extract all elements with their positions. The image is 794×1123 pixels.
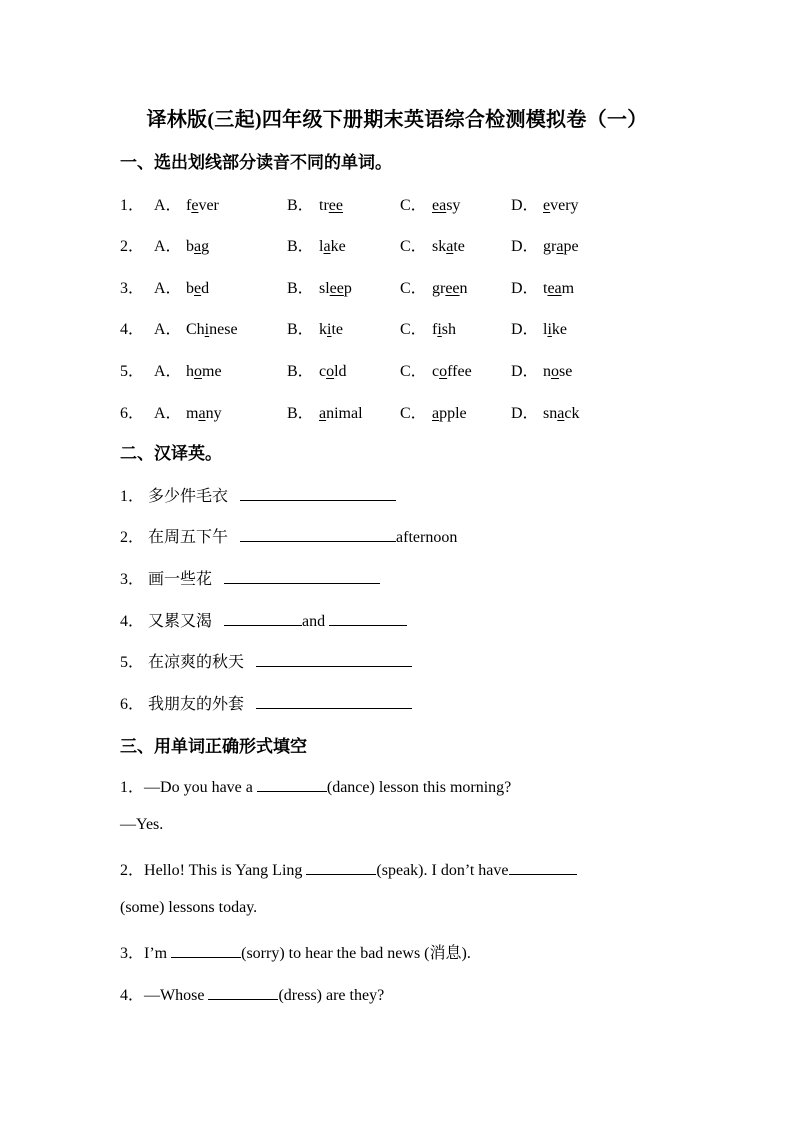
option-word bbox=[319, 197, 343, 214]
word-part: ck bbox=[564, 405, 580, 422]
answer-blank[interactable] bbox=[256, 691, 412, 709]
word-part: l bbox=[543, 321, 548, 338]
word-part: gr bbox=[432, 280, 446, 297]
word-part: ke bbox=[551, 321, 568, 338]
option-choice[interactable] bbox=[154, 275, 209, 298]
word-part: m bbox=[186, 405, 199, 422]
question-number: 1． bbox=[120, 197, 145, 214]
underlined-letters: a bbox=[198, 405, 206, 422]
item-number: 1． bbox=[120, 779, 145, 796]
option-label: B． bbox=[287, 280, 314, 297]
question-row bbox=[120, 400, 680, 422]
word-part: m bbox=[561, 280, 575, 297]
item-number: 2． bbox=[120, 862, 145, 879]
answer-blank[interactable] bbox=[224, 608, 302, 626]
option-word bbox=[543, 321, 567, 338]
question-row bbox=[120, 233, 680, 255]
underlined-letters: o bbox=[194, 363, 202, 380]
option-choice[interactable] bbox=[511, 192, 579, 215]
word-part: c bbox=[432, 363, 440, 380]
word-part: k bbox=[319, 321, 327, 338]
underlined-letters: a bbox=[432, 405, 440, 422]
answer-blank[interactable] bbox=[240, 524, 396, 542]
chinese-phrase: 在周五下午 bbox=[148, 529, 229, 546]
option-word bbox=[186, 321, 238, 338]
option-label: B． bbox=[287, 238, 314, 255]
word-part: h bbox=[186, 363, 194, 380]
option-word bbox=[319, 238, 346, 255]
option-label: C． bbox=[400, 280, 427, 297]
item-number: 3． bbox=[120, 945, 145, 962]
word-part: gr bbox=[543, 238, 557, 255]
s3-q1 bbox=[120, 774, 511, 797]
question-number: 3． bbox=[120, 280, 145, 297]
word-part: b bbox=[186, 238, 194, 255]
question-text: Hello! This is Yang Ling bbox=[144, 862, 307, 879]
word-part: Ch bbox=[186, 321, 205, 338]
question-row bbox=[120, 192, 680, 214]
option-choice[interactable] bbox=[511, 400, 579, 423]
answer-blank[interactable] bbox=[329, 608, 407, 626]
option-word bbox=[319, 405, 363, 422]
option-word bbox=[432, 280, 468, 297]
s2-item-1 bbox=[120, 483, 396, 506]
option-word bbox=[543, 197, 579, 214]
s2-item-2 bbox=[120, 524, 457, 547]
word-part: l bbox=[319, 238, 324, 255]
option-label: C． bbox=[400, 321, 427, 338]
option-word bbox=[432, 321, 456, 338]
option-choice[interactable] bbox=[287, 233, 346, 256]
option-word bbox=[432, 363, 472, 380]
underlined-letters: a bbox=[319, 405, 327, 422]
option-label: A． bbox=[154, 321, 182, 338]
word-part: me bbox=[202, 363, 222, 380]
question-row bbox=[120, 358, 680, 380]
option-choice[interactable] bbox=[400, 316, 456, 339]
option-word bbox=[543, 238, 579, 255]
option-choice[interactable] bbox=[287, 192, 343, 215]
underlined-letters: a bbox=[557, 405, 565, 422]
word-part: nese bbox=[209, 321, 238, 338]
question-text: I’m bbox=[144, 945, 172, 962]
section1-heading: 一、选出划线部分读音不同的单词。 bbox=[120, 153, 392, 172]
option-word bbox=[186, 280, 209, 297]
word-part: ver bbox=[198, 197, 219, 214]
underlined-letters: ee bbox=[329, 280, 344, 297]
underlined-letters: i bbox=[437, 321, 442, 338]
answer-blank[interactable] bbox=[509, 857, 577, 875]
option-choice[interactable] bbox=[154, 358, 222, 381]
option-choice[interactable] bbox=[511, 233, 579, 256]
s2-item-6 bbox=[120, 691, 412, 714]
underlined-letters: ea bbox=[432, 197, 447, 214]
word-part: d bbox=[201, 280, 210, 297]
option-word bbox=[432, 197, 460, 214]
option-choice[interactable] bbox=[287, 316, 343, 339]
question-text: (dress) are they? bbox=[278, 987, 385, 1004]
section2-heading: 二、汉译英。 bbox=[120, 444, 222, 463]
word-part: sh bbox=[441, 321, 457, 338]
answer-blank[interactable] bbox=[256, 649, 412, 667]
option-choice[interactable] bbox=[287, 358, 347, 381]
item-number: 2． bbox=[120, 529, 145, 546]
option-choice[interactable] bbox=[154, 233, 209, 256]
option-choice[interactable] bbox=[154, 400, 222, 423]
underlined-letters: a bbox=[556, 238, 564, 255]
answer-blank[interactable] bbox=[240, 483, 396, 501]
underlined-letters: i bbox=[327, 321, 332, 338]
option-word bbox=[543, 280, 574, 297]
underlined-letters: i bbox=[547, 321, 552, 338]
underlined-letters: a bbox=[446, 238, 454, 255]
word-part: very bbox=[550, 197, 579, 214]
answer-blank[interactable] bbox=[306, 857, 376, 875]
option-choice[interactable] bbox=[511, 275, 574, 298]
word-part: tr bbox=[319, 197, 329, 214]
option-choice[interactable] bbox=[400, 358, 472, 381]
s3-q2-cont: (some) lessons today. bbox=[120, 899, 258, 916]
option-label: D． bbox=[511, 197, 539, 214]
option-label: D． bbox=[511, 405, 539, 422]
option-choice[interactable] bbox=[400, 233, 465, 256]
chinese-phrase: 在凉爽的秋天 bbox=[148, 654, 245, 671]
question-number: 5． bbox=[120, 363, 145, 380]
question-row bbox=[120, 275, 680, 297]
word-part: f bbox=[432, 321, 438, 338]
option-word bbox=[319, 280, 352, 297]
suffix-word: afternoon bbox=[396, 529, 458, 546]
option-label: B． bbox=[287, 405, 314, 422]
word-part: g bbox=[201, 238, 210, 255]
section3-heading: 三、用单词正确形式填空 bbox=[120, 737, 307, 756]
word-part: sy bbox=[446, 197, 461, 214]
s3-q2 bbox=[120, 857, 577, 880]
chinese-phrase: 又累又渴 bbox=[148, 613, 213, 630]
option-choice[interactable] bbox=[511, 358, 572, 381]
word-part: f bbox=[186, 197, 192, 214]
underlined-letters: ee bbox=[445, 280, 460, 297]
word-part: t bbox=[543, 280, 548, 297]
option-word bbox=[186, 238, 209, 255]
question-text: —Do you have a bbox=[144, 779, 257, 796]
option-label: A． bbox=[154, 280, 182, 297]
option-label: C． bbox=[400, 238, 427, 255]
word-part: se bbox=[559, 363, 573, 380]
answer-blank[interactable] bbox=[257, 774, 327, 792]
underlined-letters: o bbox=[551, 363, 559, 380]
item-number: 3． bbox=[120, 571, 145, 588]
answer-blank[interactable] bbox=[171, 940, 241, 958]
option-label: D． bbox=[511, 238, 539, 255]
option-choice[interactable] bbox=[511, 316, 567, 339]
word-part: sl bbox=[319, 280, 330, 297]
word-part: ffee bbox=[447, 363, 472, 380]
word-part: ny bbox=[205, 405, 222, 422]
option-label: B． bbox=[287, 197, 314, 214]
option-choice[interactable] bbox=[287, 400, 363, 423]
chinese-phrase: 多少件毛衣 bbox=[148, 488, 229, 505]
word-part: ke bbox=[330, 238, 346, 255]
answer-blank[interactable] bbox=[208, 982, 278, 1000]
answer-blank[interactable] bbox=[224, 566, 380, 584]
question-text: (sorry) to hear the bad news (消息). bbox=[241, 945, 471, 962]
underlined-letters: i bbox=[204, 321, 210, 338]
question-number: 6． bbox=[120, 405, 145, 422]
option-choice[interactable] bbox=[400, 192, 460, 215]
option-word bbox=[432, 238, 465, 255]
question-number: 2． bbox=[120, 238, 145, 255]
option-label: D． bbox=[511, 363, 539, 380]
s2-item-3 bbox=[120, 566, 380, 589]
word-part: ld bbox=[334, 363, 347, 380]
option-label: B． bbox=[287, 321, 314, 338]
item-number: 4． bbox=[120, 613, 145, 630]
s3-q3 bbox=[120, 940, 471, 963]
option-label: C． bbox=[400, 363, 427, 380]
option-word bbox=[319, 321, 343, 338]
connector-word: and bbox=[302, 613, 326, 630]
item-number: 6． bbox=[120, 696, 145, 713]
item-number: 1． bbox=[120, 488, 145, 505]
option-word bbox=[319, 363, 347, 380]
option-choice[interactable] bbox=[287, 275, 352, 298]
option-word bbox=[432, 405, 467, 422]
underlined-letters: e bbox=[191, 197, 199, 214]
underlined-letters: ee bbox=[328, 197, 343, 214]
underlined-letters: a bbox=[194, 238, 202, 255]
item-number: 5． bbox=[120, 654, 145, 671]
underlined-letters: e bbox=[194, 280, 202, 297]
word-part: c bbox=[319, 363, 327, 380]
underlined-letters: ea bbox=[547, 280, 562, 297]
option-word bbox=[186, 197, 219, 214]
underlined-letters: o bbox=[326, 363, 335, 380]
chinese-phrase: 我朋友的外套 bbox=[148, 696, 245, 713]
question-text: (speak). I don’t have bbox=[376, 862, 509, 879]
option-choice[interactable] bbox=[400, 400, 467, 423]
question-row bbox=[120, 316, 680, 338]
option-label: C． bbox=[400, 197, 427, 214]
word-part: n bbox=[543, 363, 551, 380]
chinese-phrase: 画一些花 bbox=[148, 571, 213, 588]
option-label: C． bbox=[400, 405, 427, 422]
option-label: B． bbox=[287, 363, 314, 380]
option-label: A． bbox=[154, 363, 182, 380]
underlined-letters: o bbox=[439, 363, 448, 380]
page-title: 译林版(三起)四年级下册期末英语综合检测模拟卷（一） bbox=[146, 109, 648, 131]
word-part: n bbox=[459, 280, 468, 297]
question-text: (dance) lesson this morning? bbox=[326, 779, 512, 796]
question-text: —Whose bbox=[144, 987, 209, 1004]
s2-item-5 bbox=[120, 649, 412, 672]
item-number: 4． bbox=[120, 987, 145, 1004]
option-choice[interactable] bbox=[400, 275, 468, 298]
underlined-letters: e bbox=[543, 197, 551, 214]
word-part: sk bbox=[432, 238, 447, 255]
option-word bbox=[543, 405, 579, 422]
s2-item-4 bbox=[120, 608, 407, 631]
word-part: p bbox=[343, 280, 352, 297]
option-label: A． bbox=[154, 238, 182, 255]
option-choice[interactable] bbox=[154, 316, 238, 339]
question-number: 4． bbox=[120, 321, 145, 338]
s3-q4 bbox=[120, 982, 384, 1005]
underlined-letters: a bbox=[323, 238, 331, 255]
option-label: D． bbox=[511, 321, 539, 338]
word-part: sn bbox=[543, 405, 558, 422]
option-label: A． bbox=[154, 405, 182, 422]
word-part: nimal bbox=[326, 405, 363, 422]
word-part: pple bbox=[439, 405, 467, 422]
option-word bbox=[186, 363, 222, 380]
option-choice[interactable] bbox=[154, 192, 219, 215]
option-word bbox=[543, 363, 572, 380]
option-label: A． bbox=[154, 197, 182, 214]
word-part: te bbox=[331, 321, 343, 338]
word-part: te bbox=[453, 238, 465, 255]
option-word bbox=[186, 405, 222, 422]
word-part: pe bbox=[563, 238, 579, 255]
option-label: D． bbox=[511, 280, 539, 297]
word-part: b bbox=[186, 280, 194, 297]
s3-q1-answer: —Yes. bbox=[120, 816, 164, 833]
